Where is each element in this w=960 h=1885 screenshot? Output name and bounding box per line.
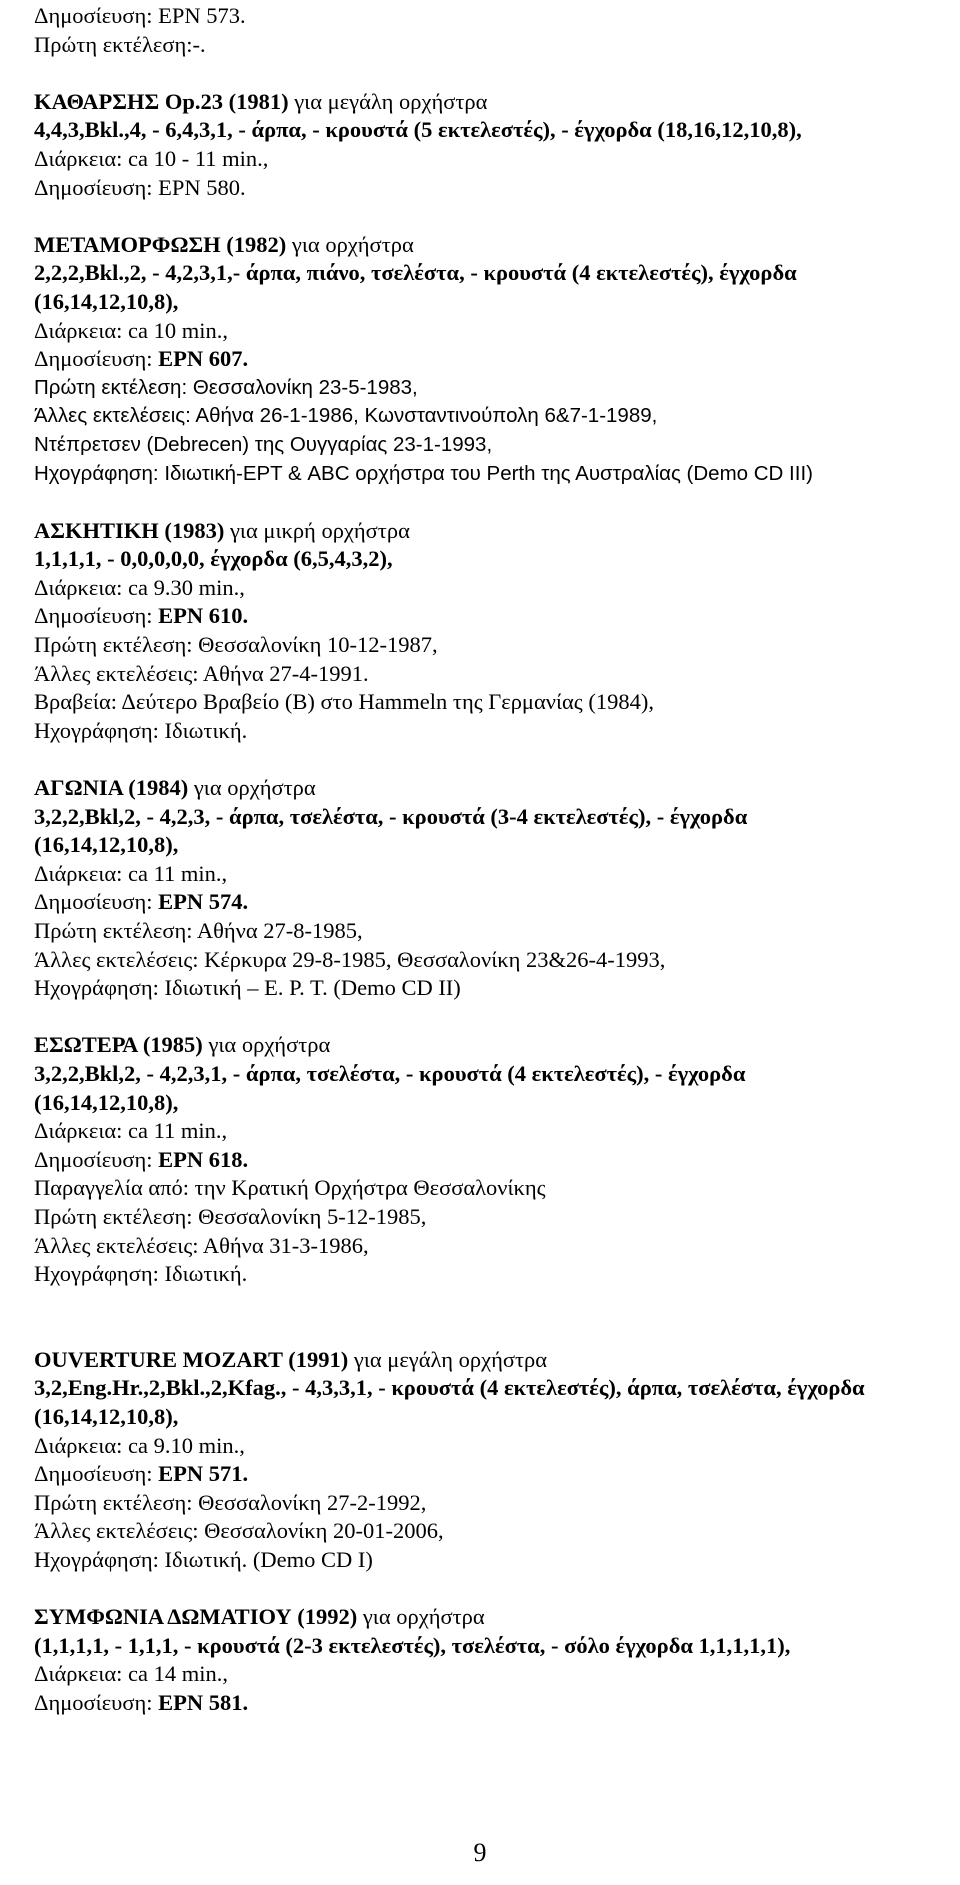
work-title: ΜΕΤΑΜΟΡΦΩΣΗ (1982) (34, 231, 287, 257)
publication-line: Δημοσίευση: ΕΡΝ 580. (34, 174, 246, 200)
instrumentation-line-cont: (16,14,12,10,8), (34, 1403, 179, 1429)
instrumentation-line: (1,1,1,1, - 1,1,1, - κρουστά (2-3 εκτελεστές), τσελέστα, - σόλο έγχορδα 1,1,1,1,1), (34, 1632, 791, 1658)
publication-line: Δημοσίευση: ΕΡΝ 618. (34, 1146, 249, 1172)
work-title: ΣΥΜΦΩΝΙΑ ΔΩΜΑΤΙΟΥ (1992) (34, 1604, 358, 1630)
other-performances-line: Άλλες εκτελέσεις: Αθήνα 26-1-1986, Κωνσταντινούπολη 6&7-1-1989, (34, 404, 658, 428)
work-scoring-type: για μικρή ορχήστρα (224, 517, 410, 543)
premiere-line: Πρώτη εκτέλεση: Θεσσαλονίκη 23-5-1983, (34, 375, 418, 399)
entry-askitiki (34, 517, 944, 746)
work-scoring-type: για ορχήστρα (188, 775, 316, 801)
premiere-line: Πρώτη εκτέλεση:-. (34, 31, 206, 57)
duration-line: Διάρκεια: ca 9.10 min., (34, 1432, 245, 1458)
awards-line: Βραβεία: Δεύτερο Βραβείο (Β) στο Hammeln της Γερμανίας (1984), (34, 689, 654, 715)
premiere-line: Πρώτη εκτέλεση: Θεσσαλονίκη 27-2-1992, (34, 1489, 427, 1515)
duration-line: Διάρκεια: ca 14 min., (34, 1661, 229, 1687)
instrumentation-line: 2,2,2,Bkl.,2, - 4,2,3,1,- άρπα, πιάνο, τσελέστα, - κρουστά (4 εκτελεστές), έγχορδα (34, 260, 797, 286)
premiere-line: Πρώτη εκτέλεση: Θεσσαλονίκη 5-12-1985, (34, 1203, 427, 1229)
entry-ouverture-mozart (34, 1346, 944, 1575)
work-title-line (34, 1346, 944, 1375)
page-number: 9 (473, 1838, 487, 1867)
document-page (34, 2, 944, 1717)
work-title: ΕΣΩΤΕΡΑ (1985) (34, 1032, 203, 1058)
work-title-line (34, 88, 944, 117)
work-scoring-type: για μεγάλη ορχήστρα (348, 1346, 548, 1372)
work-scoring-type: για ορχήστρα (202, 1032, 331, 1058)
premiere-line: Πρώτη εκτέλεση: Αθήνα 27-8-1985, (34, 918, 363, 943)
work-title: ΑΣΚΗΤΙΚΗ (1983) (34, 517, 225, 543)
publication-line: Δημοσίευση: ΕΡΝ 581. (34, 1689, 249, 1715)
work-title-line (34, 774, 944, 803)
duration-line: Διάρκεια: ca 11 min., (34, 1118, 228, 1144)
recording-line: Ηχογράφηση: Ιδιωτική. (Demo CD I) (34, 1546, 373, 1572)
work-title: ΑΓΩΝΙΑ (1984) (34, 775, 189, 801)
other-performances-line-cont: Ντέπρετσεν (Debrecen) της Ουγγαρίας 23-1-1993, (34, 432, 493, 456)
work-title-line (34, 1031, 944, 1060)
entry-continued (34, 2, 944, 59)
other-performances-line: Άλλες εκτελέσεις: Θεσσαλονίκη 20-01-2006, (34, 1518, 444, 1544)
instrumentation-line: 4,4,3,Bkl.,4, - 6,4,3,1, - άρπα, - κρουστά (5 εκτελεστές), - έγχορδα (18,16,12,10,8), (34, 117, 802, 143)
entry-esotera (34, 1031, 944, 1288)
work-title-line (34, 231, 944, 260)
instrumentation-line: 3,2,2,Bkl,2, - 4,2,3,1, - άρπα, τσελέστα, - κρουστά (4 εκτελεστές), - έγχορδα (34, 1060, 746, 1086)
recording-line: Ηχογράφηση: Ιδιωτική-ΕΡΤ & ABC ορχήστρα του Perth της Αυστραλίας (Demo CD III) (34, 461, 813, 485)
work-title-line (34, 517, 944, 546)
other-performances-line: Άλλες εκτελέσεις: Αθήνα 31-3-1986, (34, 1232, 369, 1258)
duration-line: Διάρκεια: ca 9.30 min., (34, 574, 245, 600)
work-title: OUVERTURE MOZART (1991) (34, 1346, 349, 1372)
duration-line: Διάρκεια: ca 11 min., (34, 860, 228, 886)
duration-line: Διάρκεια: ca 10 min., (34, 317, 229, 343)
entry-metamorfosi (34, 231, 944, 488)
duration-line: Διάρκεια: ca 10 - 11 min., (34, 145, 269, 171)
work-scoring-type: για ορχήστρα (357, 1604, 485, 1630)
publication-line: Δημοσίευση: ΕΡΝ 573. (34, 3, 246, 28)
instrumentation-line-cont: (16,14,12,10,8), (34, 1089, 179, 1115)
instrumentation-line-cont: (16,14,12,10,8), (34, 832, 179, 858)
other-performances-line: Άλλες εκτελέσεις: Κέρκυρα 29-8-1985, Θεσσαλονίκη 23&26-4-1993, (34, 946, 666, 972)
work-scoring-type: για μεγάλη ορχήστρα (288, 88, 488, 114)
publication-line: Δημοσίευση: ΕΡΝ 610. (34, 603, 249, 629)
entry-symfonia-domatiou (34, 1603, 944, 1717)
recording-line: Ηχογράφηση: Ιδιωτική – Ε. Ρ. Τ. (Demo CD II) (34, 975, 461, 1001)
recording-line: Ηχογράφηση: Ιδιωτική. (34, 717, 248, 743)
instrumentation-line-cont: (16,14,12,10,8), (34, 288, 179, 314)
instrumentation-line: 3,2,2,Bkl,2, - 4,2,3, - άρπα, τσελέστα, - κρουστά (3-4 εκτελεστές), - έγχορδα (34, 803, 748, 829)
entry-agonia (34, 774, 944, 1003)
publication-line: Δημοσίευση: ΕΡΝ 574. (34, 889, 249, 915)
publication-line: Δημοσίευση: ΕΡΝ 571. (34, 1461, 249, 1487)
work-title: ΚΑΘΑΡΣΗΣ Op.23 (1981) (34, 88, 289, 114)
publication-line: Δημοσίευση: ΕΡΝ 607. (34, 346, 249, 372)
entry-katharsis (34, 88, 944, 202)
instrumentation-line: 1,1,1,1, - 0,0,0,0,0, έγχορδα (6,5,4,3,2), (34, 546, 393, 572)
work-scoring-type: για ορχήστρα (286, 231, 414, 257)
commission-line: Παραγγελία από: την Κρατική Ορχήστρα Θεσσαλονίκης (34, 1175, 546, 1201)
premiere-line: Πρώτη εκτέλεση: Θεσσαλονίκη 10-12-1987, (34, 632, 438, 658)
work-title-line (34, 1603, 944, 1632)
instrumentation-line: 3,2,Eng.Hr.,2,Bkl.,2,Kfag., - 4,3,3,1, - κρουστά (4 εκτελεστές), άρπα, τσελέστα, έγχορδα (34, 1375, 865, 1401)
recording-line: Ηχογράφηση: Ιδιωτική. (34, 1261, 248, 1287)
other-performances-line: Άλλες εκτελέσεις: Αθήνα 27-4-1991. (34, 660, 369, 686)
